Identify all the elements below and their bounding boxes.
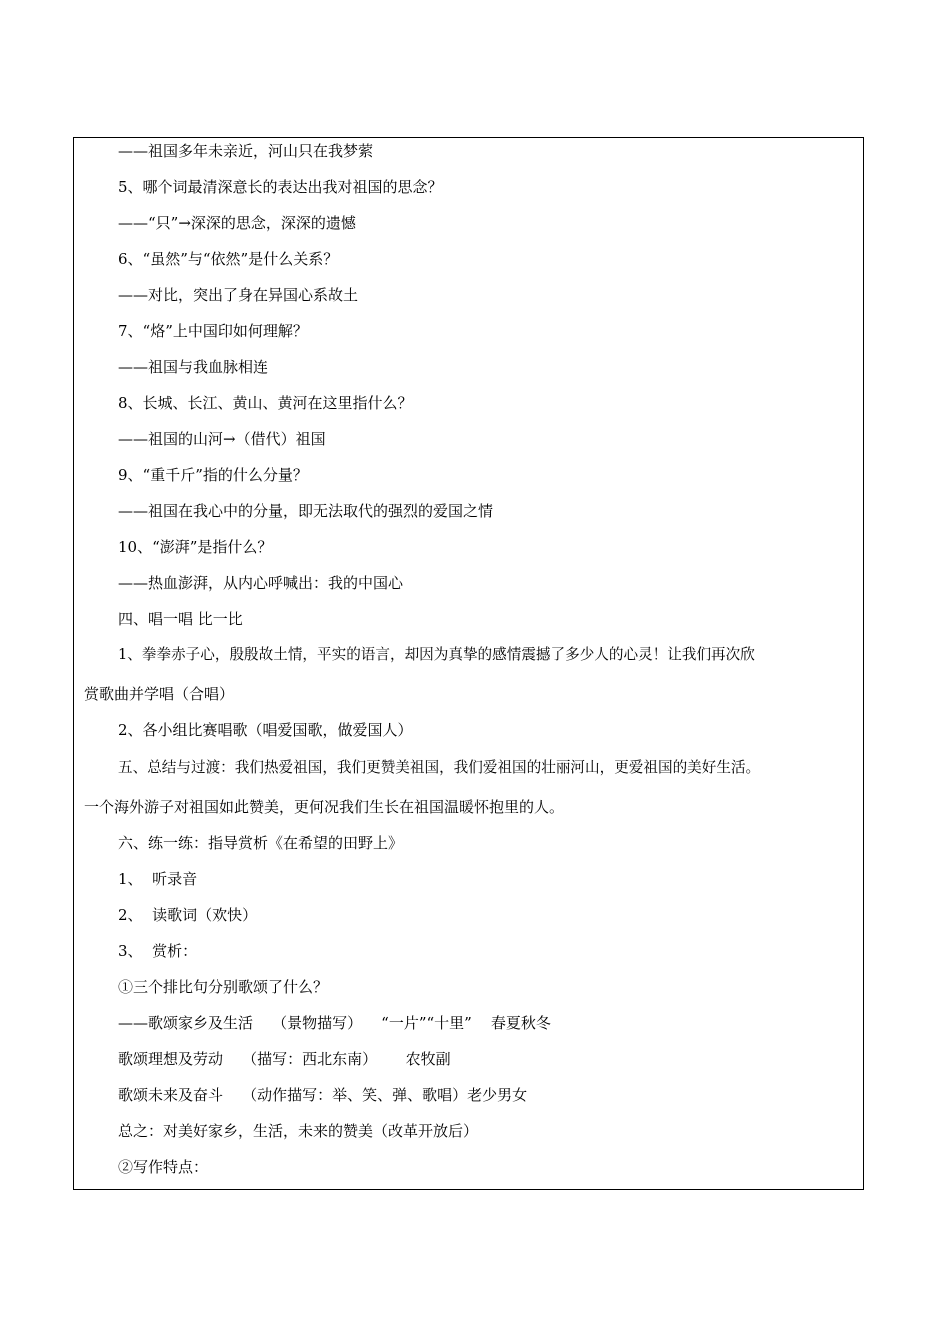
text-line: 8、长城、长江、黄山、黄河在这里指什么？ [118,394,413,412]
text-line: 1、拳拳赤子心，殷殷故土情，平实的语言，却因为真挚的感情震撼了多少人的心灵！让我们再次欣 [118,646,755,663]
text-line: ——祖国的山河→（借代）祖国 [118,430,326,448]
text-line: 赏歌曲并学唱（合唱） [84,685,235,703]
text-line: 歌颂未来及奋斗 （动作描写：举、笑、弹、歌唱）老少男女 [118,1086,528,1104]
text-line: ——热血澎湃，从内心呼喊出：我的中国心 [118,574,404,592]
text-line: 一个海外游子对祖国如此赞美，更何况我们生长在祖国温暖怀抱里的人。 [84,798,565,816]
content-table-cell [73,137,864,1190]
text-line: 2、各小组比赛唱歌（唱爱国歌，做爱国人） [118,721,413,739]
text-line: 2、 读歌词（欢快） [118,906,258,924]
section-heading: 五、总结与过渡：我们热爱祖国，我们更赞美祖国，我们爱祖国的壮丽河山，更爱祖国的美好生活。 [118,759,761,776]
text-line: 5、哪个词最清深意长的表达出我对祖国的思念？ [118,178,443,196]
text-line: 6、“虽然”与“依然”是什么关系？ [118,250,339,268]
text-line: 3、 赏析： [118,942,198,960]
text-line: ①三个排比句分别歌颂了什么？ [118,978,329,996]
text-line: 总之：对美好家乡，生活，未来的赞美（改革开放后） [118,1122,479,1140]
text-line: ——祖国与我血脉相连 [118,358,269,376]
text-line: 歌颂理想及劳动 （描写：西北东南） 农牧副 [118,1050,451,1068]
text-line: 7、“烙”上中国印如何理解？ [118,322,308,340]
text-line: 9、“重千斤”指的什么分量？ [118,466,308,484]
text-line: ——“只”→深深的思念，深深的遗憾 [118,214,356,232]
text-line: ②写作特点： [118,1158,209,1176]
text-line: 10、“澎湃”是指什么？ [118,538,273,556]
section-heading: 六、练一练：指导赏析《在希望的田野上》 [118,834,404,852]
text-line: ——歌颂家乡及生活 （景物描写） “一片”“十里” 春夏秋冬 [118,1014,551,1032]
text-line: ——祖国多年未亲近，河山只在我梦萦 [118,142,374,160]
text-line: ——对比，突出了身在异国心系故土 [118,286,359,304]
section-heading: 四、唱一唱 比一比 [118,610,243,628]
text-line: ——祖国在我心中的分量，即无法取代的强烈的爱国之情 [118,502,494,520]
text-line: 1、 听录音 [118,870,198,888]
